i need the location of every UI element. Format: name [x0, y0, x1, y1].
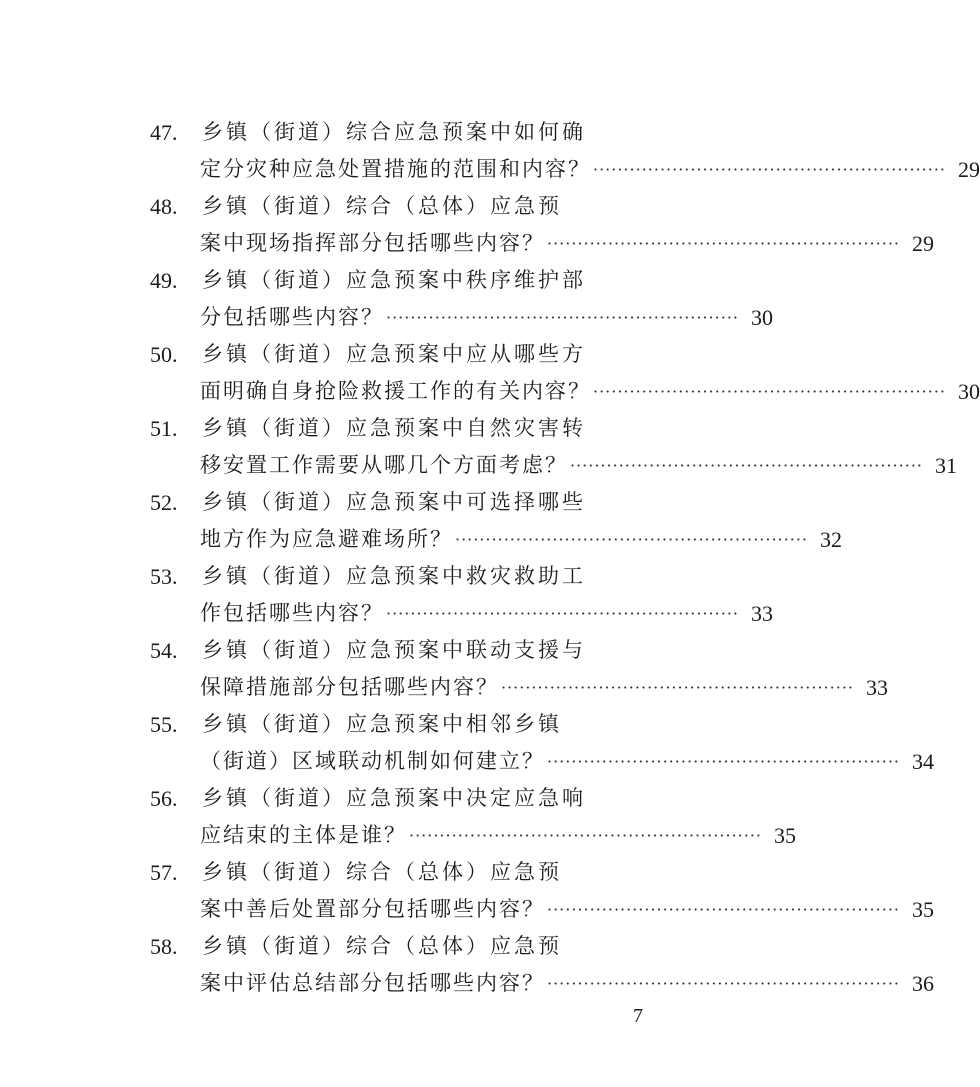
entry-page-number: 30 [750, 305, 773, 330]
page-number-footer: 7 [633, 1005, 643, 1027]
leader-dots: ·························································· [593, 160, 946, 179]
toc-entry-53[interactable] [150, 558, 773, 632]
entry-title-line-1: 乡镇（街道）应急预案中救灾救助工 [202, 564, 586, 588]
toc-entry-58[interactable] [150, 928, 934, 1002]
entry-title-line-2: 面明确自身抢险救援工作的有关内容？ [200, 379, 591, 403]
toc-entry-51[interactable] [150, 410, 957, 484]
entry-number: 56. [150, 786, 178, 811]
leader-dots: ·························································· [386, 604, 739, 623]
leader-dots: ·························································· [570, 456, 923, 475]
entry-page-number: 31 [934, 453, 957, 478]
leader-dots: ·························································· [501, 678, 854, 697]
entry-number: 51. [150, 416, 178, 441]
entry-page-number: 32 [819, 527, 842, 552]
toc-entry-57[interactable] [150, 854, 934, 928]
table-of-contents [150, 114, 980, 1002]
entry-title-line-1: 乡镇（街道）综合应急预案中如何确 [202, 120, 586, 144]
entry-page-number: 35 [911, 897, 934, 922]
entry-title-line-1: 乡镇（街道）应急预案中决定应急响 [202, 786, 586, 810]
entry-number: 55. [150, 712, 178, 737]
entry-page-number: 30 [957, 379, 980, 404]
entry-title-line-1: 乡镇（街道）应急预案中秩序维护部 [202, 268, 586, 292]
entry-page-number: 33 [750, 601, 773, 626]
entry-title-line-1: 乡镇（街道）应急预案中自然灾害转 [202, 416, 586, 440]
entry-number: 48. [150, 194, 178, 219]
toc-entry-56[interactable] [150, 780, 796, 854]
leader-dots: ·························································· [409, 826, 762, 845]
entry-number: 52. [150, 490, 178, 515]
entry-title-line-1: 乡镇（街道）应急预案中联动支援与 [202, 638, 586, 662]
entry-page-number: 34 [911, 749, 934, 774]
leader-dots: ·························································· [547, 234, 900, 253]
entry-title-line-1: 乡镇（街道）综合（总体）应急预 [202, 860, 562, 884]
toc-entry-49[interactable] [150, 262, 773, 336]
entry-title-line-2: 保障措施部分包括哪些内容？ [200, 675, 499, 699]
entry-title-line-2: 移安置工作需要从哪几个方面考虑？ [200, 453, 568, 477]
entry-page-number: 35 [773, 823, 796, 848]
entry-page-number: 33 [865, 675, 888, 700]
leader-dots: ·························································· [547, 752, 900, 771]
toc-entry-54[interactable] [150, 632, 888, 706]
toc-entry-52[interactable] [150, 484, 842, 558]
leader-dots: ·························································· [455, 530, 808, 549]
entry-title-line-2: （街道）区域联动机制如何建立？ [200, 749, 545, 773]
toc-entry-50[interactable] [150, 336, 980, 410]
entry-number: 50. [150, 342, 178, 367]
leader-dots: ·························································· [547, 900, 900, 919]
entry-title-line-1: 乡镇（街道）应急预案中可选择哪些 [202, 490, 586, 514]
entry-title-line-2: 应结束的主体是谁？ [200, 823, 407, 847]
entry-title-line-2: 分包括哪些内容？ [200, 305, 384, 329]
toc-entry-48[interactable] [150, 188, 934, 262]
entry-number: 47. [150, 120, 178, 145]
entry-title-line-1: 乡镇（街道）应急预案中应从哪些方 [202, 342, 586, 366]
leader-dots: ·························································· [547, 974, 900, 993]
toc-entry-55[interactable] [150, 706, 934, 780]
entry-page-number: 29 [957, 157, 980, 182]
entry-title-line-2: 案中评估总结部分包括哪些内容？ [200, 971, 545, 995]
entry-title-line-1: 乡镇（街道）综合（总体）应急预 [202, 934, 562, 958]
entry-page-number: 29 [911, 231, 934, 256]
entry-number: 54. [150, 638, 178, 663]
entry-page-number: 36 [911, 971, 934, 996]
entry-title-line-1: 乡镇（街道）应急预案中相邻乡镇 [202, 712, 562, 736]
entry-title-line-2: 作包括哪些内容？ [200, 601, 384, 625]
toc-entry-47[interactable] [150, 114, 980, 188]
leader-dots: ·························································· [386, 308, 739, 327]
leader-dots: ·························································· [593, 382, 946, 401]
entry-title-line-1: 乡镇（街道）综合（总体）应急预 [202, 194, 562, 218]
entry-title-line-2: 定分灾种应急处置措施的范围和内容？ [200, 157, 591, 181]
entry-number: 58. [150, 934, 178, 959]
entry-number: 49. [150, 268, 178, 293]
entry-title-line-2: 地方作为应急避难场所？ [200, 527, 453, 551]
entry-title-line-2: 案中善后处置部分包括哪些内容？ [200, 897, 545, 921]
entry-title-line-2: 案中现场指挥部分包括哪些内容？ [200, 231, 545, 255]
entry-number: 53. [150, 564, 178, 589]
entry-number: 57. [150, 860, 178, 885]
